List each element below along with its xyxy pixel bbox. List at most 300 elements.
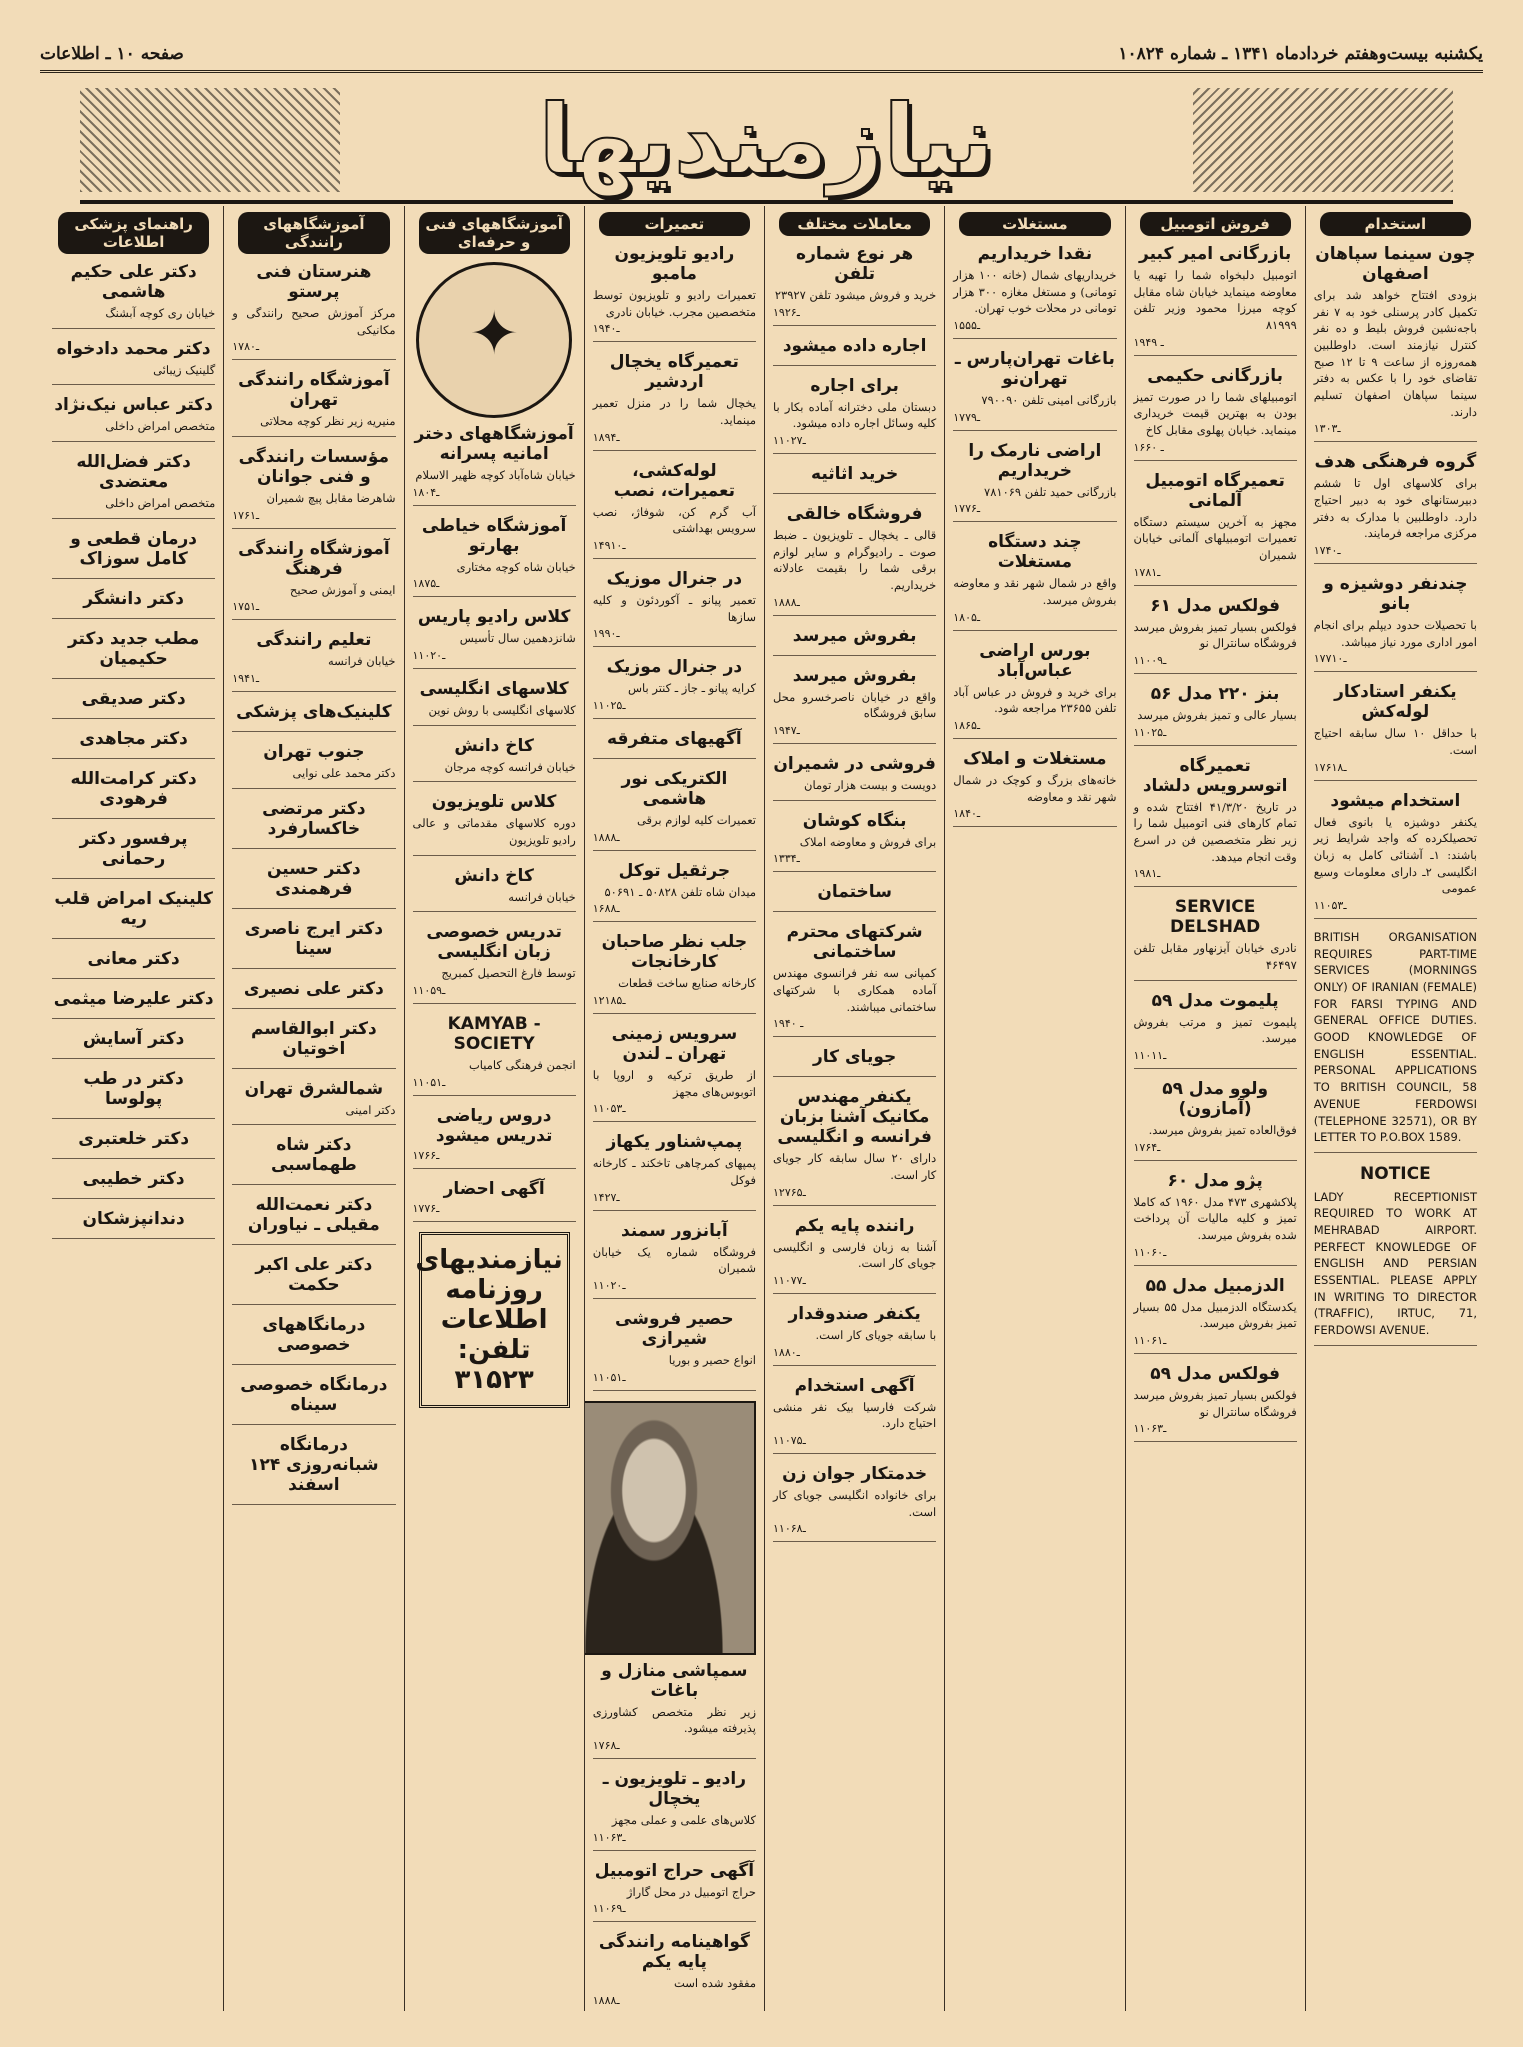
ad-title: چندنفر دوشیزه و بانو — [1323, 574, 1468, 615]
classified-ad — [1134, 471, 1297, 586]
ad-title: اجاره داده میشود — [782, 335, 927, 356]
ad-body: تعمیرات کلیه لوازم برقی — [636, 813, 756, 828]
ad-title: دکتر صدیقی — [81, 688, 186, 709]
ad-title: خرید اثاثیه — [811, 464, 899, 485]
classified-ad — [773, 1087, 936, 1205]
classified-ad — [953, 532, 1116, 630]
ad-title: فروشگاه خالقی — [786, 504, 923, 525]
ad-code: ۱ـ۴۹۱۰ — [592, 539, 626, 553]
ad-body: خیابان شاه‌آباد کوچه ظهیر الاسلام — [415, 468, 576, 482]
ad-body: دکتر امینی — [345, 1102, 396, 1117]
ad-title: دکتر محمد دادخواه — [56, 338, 211, 359]
ad-title: کاخ دانش — [454, 735, 534, 756]
ad-body: انجمن فرهنگی کامیاب — [468, 1058, 576, 1073]
ad-body: تعمیر پیانو ـ آکوردئون و کلیه سازها — [592, 593, 756, 624]
classified-ad — [232, 370, 395, 437]
english-ad-notice — [1314, 1163, 1477, 1346]
ad-body: خانه‌های بزرگ و کوچک در شمال شهر نقد و معاوضه — [953, 773, 1117, 804]
classified-ad — [52, 1129, 215, 1159]
ad-title: سمپاشی منازل و باغات — [601, 1660, 748, 1701]
english-ad-british-council — [1314, 929, 1477, 1153]
column-heading: آموزشگاههای فنی و حرفه‌ای — [419, 212, 570, 254]
classified-ad — [413, 1014, 576, 1096]
ad-title: دکتر معانی — [87, 948, 180, 969]
ad-code: ۱ـ۷۷۹ — [953, 410, 981, 424]
ad-title: پرفسور دکتر رحمانی — [79, 828, 188, 869]
ad-title: KAMYAB - SOCIETY — [447, 1014, 541, 1055]
ad-code: ۱ـ۷۶۴ — [1133, 1140, 1161, 1154]
ad-code: ۱ـ۷۸۱ — [1133, 565, 1161, 579]
classified-ad — [52, 262, 215, 329]
ad-body: خیابان فرانسه — [508, 889, 576, 904]
column-3 — [764, 206, 944, 2011]
ad-title: نقدا خریداریم — [977, 244, 1093, 264]
classified-ad — [773, 1216, 936, 1294]
ad-body: برای خرید و فروش در عباس آباد تلفن ۲۳۶۵۵ مراجعه شود. — [953, 684, 1117, 716]
classified-ad — [1134, 991, 1297, 1069]
classified-ad — [1314, 452, 1477, 564]
ad-title: آگهی احضار — [443, 1178, 545, 1199]
classified-ad — [953, 641, 1116, 739]
page-number: صفحه ۱۰ ـ اطلاعات — [40, 44, 184, 64]
classified-ad — [52, 529, 215, 579]
classified-ad — [773, 1304, 936, 1366]
classified-ad — [413, 424, 576, 506]
classified-ad — [232, 1375, 395, 1425]
classified-ad — [52, 689, 215, 719]
ad-code: ۱ـ۸۸۰ — [773, 1345, 800, 1359]
ad-body: کلاس‌های علمی و عملی مجهز — [611, 1813, 756, 1828]
ad-body: یکنفر دوشیزه یا بانوی فعال تحصیلکرده که واجد شرایط زیر باشند: ۱ـ آشنائی کامل به زبان انگلیسی ۲ـ دارای معلومات وسیع عمومی — [1313, 814, 1477, 896]
ad-code: ۱ـ۷۶۱۸ — [1313, 760, 1347, 774]
ad-title: خدمتکار جوان زن — [782, 1464, 928, 1485]
ad-code: ۱ـ۵۵۵ — [953, 319, 981, 333]
ad-title: بنز ۲۲۰ مدل ۵۶ — [1150, 684, 1280, 705]
ad-code: ۱ـ۱۰۶۳ — [592, 1830, 626, 1844]
ad-body: مرکز آموزش صحیح رانندگی و مکانیکی — [232, 306, 396, 337]
classified-ad — [593, 461, 756, 559]
ad-body: آب گرم کن، شوفاژ، نصب سرویس بهداشتی — [592, 504, 756, 536]
ad-body: پلیموت تمیز و مرتب بفروش میرسد. — [1133, 1014, 1297, 1046]
classified-ad — [413, 792, 576, 855]
classified-ad — [1134, 1079, 1297, 1161]
ad-body: متخصص امراض داخلی — [105, 419, 216, 434]
ad-code: ۱ـ۱۰۶۰ — [1133, 1245, 1167, 1259]
column-heading: آموزشگاههای رانندگی — [238, 212, 389, 254]
ad-body: فولکس بسیار تمیز بفروش میرسد فروشگاه سانترال نو — [1133, 1388, 1297, 1419]
classified-ad — [593, 1132, 756, 1210]
ad-title: فولکس مدل ۵۹ — [1150, 1364, 1281, 1385]
ad-title: مستغلات و املاک — [963, 749, 1107, 770]
classified-ad — [232, 1079, 395, 1126]
ad-code: ۱ـ۸۸۸ — [773, 595, 800, 609]
classified-ad — [52, 589, 215, 619]
classified-ad — [413, 922, 576, 1004]
ad-title: یکنفر صندوقدار — [788, 1304, 921, 1325]
ad-body: با تحصیلات حدود دیپلم برای انجام امور اداری مورد نیاز میباشد. — [1313, 618, 1477, 649]
column-7 — [44, 206, 223, 2011]
ad-title: تدریس خصوصی زبان انگلیسی — [426, 922, 562, 963]
ad-body: قالی ـ یخچال ـ تلویزیون ـ ضبط صوت ـ رادیوگرام و سایر لوازم برقی شما را بقیمت عادلانه خریداریم. — [773, 528, 937, 593]
ad-title: تعمیرگاه اتوسرویس دلشاد — [1142, 755, 1288, 796]
ad-title: شمالشرق تهران — [244, 1078, 384, 1099]
ad-body: اتومبیل دلبخواه شما را تهیه یا معاوضه مینماید خیابان شاه مقابل کوچه میرزا محمود وزیر تلفن ۸۱۹۹۹ — [1133, 268, 1297, 333]
ad-body: خیابان فرانسه کوچه مرجان — [444, 759, 576, 774]
ad-code: ۱ـ۱۰۲۵ — [1133, 725, 1167, 739]
ad-body: بازرگانی حمید تلفن ۷۸۱۰۶۹ — [984, 484, 1117, 499]
ad-body: آشنا به زبان فارسی و انگلیسی جویای کار است. — [773, 1239, 937, 1271]
ad-body: خیابان شاه کوچه مختاری — [456, 559, 576, 574]
ad-code: ۱ـ۱۰۵۱ — [412, 1075, 446, 1089]
ad-title: دکتر نعمت‌الله مقیلی ـ نیاوران — [247, 1195, 380, 1236]
ad-title: پلیموت مدل ۵۹ — [1151, 990, 1279, 1011]
ad-title: باغات تهران‌پارس ـ تهران‌نو — [954, 349, 1115, 390]
ad-title: کلاس رادیو پاریس — [417, 607, 571, 628]
ad-code: ۱ـ ۹۴۰ — [773, 1017, 804, 1031]
ad-code: ۱ـ ۶۶۰ — [1133, 440, 1164, 454]
classified-ad — [232, 262, 395, 360]
classified-ad — [232, 1255, 395, 1305]
classified-ad — [773, 376, 936, 454]
school-emblem — [416, 262, 572, 418]
ad-title: ولوو مدل ۵۹ (آمازون) — [1162, 1079, 1269, 1120]
ad-code: ۱ـ۱۰۷۵ — [773, 1434, 806, 1448]
classified-ad — [232, 539, 395, 621]
ad-title: دکتر دانشگر — [83, 588, 184, 609]
ad-title: دندانپزشکان — [82, 1208, 185, 1229]
ad-code: ۱ـ۱۰۵۳ — [592, 1102, 626, 1116]
ad-title: دکتر ایرج ناصری سینا — [244, 918, 384, 959]
ad-body: ایمنی و آموزش صحیح — [289, 582, 396, 597]
classified-ad — [773, 626, 936, 656]
ad-code: ۱ـ۱۰۲۵ — [592, 699, 626, 713]
column-heading: راهنمای پزشکی اطلاعات — [58, 212, 209, 254]
english-ad-text: BRITISH ORGANISATION REQUIRES PART-TIME SERVICES (MORNINGS ONLY) OF IRANIAN (FEMALE) FOR FARSI TYPING AND GENERAL OFFICE DUTIES. GOOD KNOWLEDGE OF ENGLISH ESSENTIAL. PERSONAL APPLICATIONS TO BRITISH COUNCIL, 58 AVENUE FERDOWSI (TELEPHONE 32571), OR BY LETTER TO P.O.BOX 1589. — [1313, 930, 1477, 1145]
classified-ad — [1134, 1364, 1297, 1442]
ad-title: درمانگاه شبانه‌روزی ۱۲۴ اسفند — [249, 1435, 379, 1496]
ad-code: ۱ـ۱۰۱۱ — [1133, 1049, 1167, 1063]
ad-body: زیر نظر متخصص کشاورزی پذیرفته میشود. — [592, 1704, 756, 1736]
ad-code: ۱ـ۸۸۸ — [592, 830, 620, 844]
column-5 — [404, 206, 584, 2011]
ad-title: دروس ریاضی تدریس میشود — [435, 1105, 553, 1146]
classified-ad — [52, 452, 215, 519]
classified-ad — [232, 1315, 395, 1365]
classified-ad — [52, 769, 215, 819]
ad-body: اتومبیلهای شما را در صورت تمیز بودن به بهترین قیمت خریداری مینماید. خیابان پهلوی مقابل کاخ — [1133, 389, 1297, 438]
ad-title: دکتر شاه طهماسبی — [270, 1135, 357, 1176]
ad-title: دکتر خلعتبری — [78, 1128, 190, 1149]
classified-ad — [593, 1221, 756, 1299]
classified-ad — [232, 859, 395, 909]
classified-ad — [593, 932, 756, 1014]
classified-ad — [593, 1769, 756, 1851]
classified-ad — [593, 1024, 756, 1122]
ad-title: در جنرال موزیک — [606, 569, 743, 590]
ad-title: دکتر کرامت‌الله فرهودی — [70, 768, 197, 809]
ad-title: تعمیرگاه یخچال اردشیر — [609, 352, 739, 393]
classified-ad — [413, 866, 576, 913]
ad-code: ۱ـ۱۰۶۹ — [592, 1902, 626, 1916]
ad-body: بزودی افتتاح خواهد شد برای تکمیل کادر پرسنلی خود به ۷ نفر باجه‌نشین فروش بلیط و ده نفر کنترل نیازمند است. داوطلبین همه‌روزه از ساعت ۹ تا ۱۲ صبح تقاضای خود را با عکس به دفتر سینما سپاهان اصفهان تسلیم دارند. — [1313, 288, 1477, 419]
classified-ad — [773, 336, 936, 366]
ad-title: در جنرال موزیک — [606, 657, 743, 678]
ad-code: ۱ـ۸۰۵ — [953, 610, 981, 624]
ad-title: دکتر علیرضا میثمی — [53, 988, 214, 1009]
ad-body: در تاریخ ۴۱/۳/۲۰ افتتاح شده و تمام کارهای فنی اتومبیل شما را زیر نظر متخصصین فن در اسرع وقت انجام میدهد. — [1133, 799, 1297, 864]
classified-ad — [413, 516, 576, 598]
classified-ad — [232, 447, 395, 529]
issue-info: یکشنبه بیست‌وهفتم خردادماه ۱۳۴۱ ـ شماره ۱۰۸۲۴ — [1118, 44, 1483, 64]
ad-body: برای کلاسهای اول تا ششم دبیرستانهای خود به دبیر احتیاج دارد. داوطلبین با مدارک به دفتر مرکزی مراجعه فرمایند. — [1313, 476, 1477, 541]
ad-title: آموزشگاه خیاطی بهارتو — [421, 515, 567, 556]
classified-ad — [1134, 596, 1297, 674]
ad-body: فولکس بسیار تمیز بفروش میرسد فروشگاه سانترال نو — [1133, 619, 1297, 651]
ad-code: ۱ـ۱۰۲۷ — [773, 434, 806, 448]
ad-title: درمانگاههای خصوصی — [262, 1315, 366, 1356]
ad-body: کلاسهای انگلیسی با روش نوین — [428, 703, 576, 718]
ad-title: پژو مدل ۶۰ — [1167, 1170, 1263, 1191]
ad-title: آبانزور سمند — [621, 1220, 728, 1241]
classified-ad — [52, 889, 215, 939]
classified-ad — [773, 882, 936, 912]
ad-title: دکتر فضل‌الله معتضدی — [76, 452, 191, 493]
ad-code: ۱ـ۱۰۵۱ — [592, 1370, 626, 1384]
classified-ad — [593, 657, 756, 719]
ad-code: ۱ـ۱۰۶۱ — [1133, 1334, 1167, 1348]
ad-code: ۱ـ۷۴۰ — [1313, 544, 1341, 558]
ad-title: فولکس مدل ۶۱ — [1150, 595, 1281, 616]
ad-body: خیابان فرانسه — [327, 654, 396, 669]
masthead-title: نیازمندیها — [538, 84, 995, 196]
ad-code: ۱ـ۹۴۱ — [232, 672, 260, 686]
ad-title: بورس اراضی عباس‌آباد — [979, 640, 1091, 681]
ad-title: الکتریکی نور هاشمی — [621, 769, 728, 810]
ad-title: درمان قطعی و کامل سوزاک — [70, 528, 198, 569]
classified-ad — [1314, 791, 1477, 919]
classified-ad — [232, 742, 395, 789]
ad-body: شانزدهمین سال تأسیس — [459, 631, 576, 646]
classified-ad — [52, 395, 215, 442]
classified-ad — [593, 861, 756, 923]
classified-ad — [52, 1029, 215, 1059]
ad-title: رادیو تلویزیون مامبو — [614, 244, 735, 284]
classified-ad — [953, 749, 1116, 827]
ad-title: گواهینامه رانندگی پایه یکم — [598, 1932, 750, 1973]
ad-title: دکتر حسین فرهمندی — [266, 858, 361, 899]
ad-body: برای خانواده انگلیسی جویای کار است. — [773, 1488, 937, 1519]
ad-title: کلینیک‌های پزشکی — [236, 702, 392, 723]
ad-code: ۱ـ۸۴۰ — [953, 807, 981, 821]
ad-title: لوله‌کشی، تعمیرات، نصب — [613, 460, 736, 501]
column-heading: مستغلات — [959, 212, 1110, 236]
ad-body: یخچال شما را در منزل تعمیر مینماید. — [592, 396, 756, 428]
ad-body: مجهز به آخرین سیستم دستگاه تعمیرات اتومبیلهای آلمانی خیابان شمیران — [1133, 514, 1297, 563]
classified-ad — [1134, 366, 1297, 461]
ad-code: ۱ـ۱۰۶۳ — [1133, 1422, 1167, 1436]
classified-ad — [593, 1861, 756, 1923]
ad-code: ۱ـ۹۴۰ — [592, 322, 620, 336]
classified-ad — [413, 679, 576, 726]
ad-title: دکتر خطیبی — [82, 1168, 185, 1189]
portrait-photo — [584, 1401, 756, 1655]
ad-title: گروه فرهنگی هدف — [1314, 452, 1477, 473]
classified-ad — [1314, 682, 1477, 780]
ad-title: هنرستان فنی پرستو — [256, 262, 372, 302]
ad-code: ۱ـ۱۰۰۹ — [1133, 654, 1167, 668]
ad-title: رادیو ـ تلویزیون ـ یخچال — [602, 1769, 746, 1810]
ad-title: آموزشگاه رانندگی فرهنگ — [238, 538, 390, 579]
masthead — [80, 80, 1453, 204]
ad-code: ۱ـ۱۰۵۹ — [412, 984, 446, 998]
ad-title: استخدام میشود — [1330, 790, 1461, 811]
ad-body: فروشگاه شماره یک خیابان شمیران — [592, 1244, 756, 1276]
ad-code: ۱ـ۹۲۶ — [773, 305, 800, 319]
ad-title: کاخ دانش — [454, 865, 534, 886]
ad-code: ۱ـ۴۲۷ — [592, 1190, 620, 1204]
ad-title: دکتر علی حکیم هاشمی — [70, 262, 197, 302]
column-0 — [1305, 206, 1485, 2011]
classified-ad — [1134, 897, 1297, 980]
ad-title: سرویس زمینی تهران ـ لندن — [611, 1024, 738, 1065]
ad-body: پمپهای کمرچاهی تاخکند ـ کارخانه فوکل — [592, 1156, 756, 1188]
classified-ad — [773, 811, 936, 873]
classified-ad — [232, 1195, 395, 1245]
ad-title: مطب جدید دکتر حکیمیان — [67, 628, 200, 669]
classified-ad — [773, 754, 936, 801]
ad-body: واقع در شمال شهر نقد و معاوضه بفروش میرسد. — [953, 576, 1117, 608]
ad-code: ۱ـ۸۹۴ — [592, 430, 620, 444]
ad-title: بازرگانی امیر کبیر — [1139, 244, 1292, 264]
ad-code: ۱ـ۱۰۷۷ — [773, 1274, 806, 1288]
ad-body: دویست و بیست هزار تومان — [804, 778, 937, 793]
classified-ad — [593, 1309, 756, 1391]
classified-ad — [232, 702, 395, 732]
classified-ad — [232, 979, 395, 1009]
ad-title: دکتر مرتضی خاکسارفرد — [262, 798, 366, 839]
classified-ad — [52, 1069, 215, 1119]
column-heading: تعمیرات — [599, 212, 750, 236]
ad-body: بازرگانی امینی تلفن ۷۹۰۰۹۰ — [981, 393, 1117, 408]
classified-ad — [52, 339, 215, 386]
classified-ad — [1134, 244, 1297, 356]
ad-code: ۱ـ۷۷۶ — [412, 1201, 440, 1215]
masthead-hatch-left — [80, 88, 340, 192]
ad-title: هر نوع شماره تلفن — [796, 244, 914, 284]
ad-body: کارخانه صنایع ساخت قطعات — [618, 976, 756, 991]
classified-ad — [232, 1435, 395, 1505]
ad-body: واقع در خیابان ناصرخسرو محل سابق فروشگاه — [773, 689, 937, 721]
ad-title: آگهی حراج اتومبیل — [594, 1860, 755, 1881]
column-heading: فروش اتومبیل — [1140, 212, 1291, 236]
ad-body: دوره کلاسهای مقدماتی و عالی رادیو تلویزیون — [412, 816, 576, 848]
classified-ad — [52, 629, 215, 679]
ad-title: دکتر ابوالقاسم اخوتیان — [250, 1018, 377, 1059]
ad-title: یکنفر مهندس مکانیک آشنا بزبان فرانسه و انگلیسی — [777, 1087, 932, 1148]
ad-title: جلب نظر صاحبان کارخانجات — [601, 932, 748, 973]
ad-title: اراضی نارمک را خریداریم — [968, 440, 1102, 481]
classified-ad — [52, 1209, 215, 1239]
ad-title: دکتر عباس نیک‌نژاد — [54, 395, 213, 416]
classified-ad — [52, 829, 215, 879]
classified-ad — [773, 504, 936, 616]
classified-ad — [1134, 756, 1297, 888]
ad-code: ۱ـ۲۷۶۵ — [773, 1185, 806, 1199]
english-ad-title: NOTICE — [1360, 1163, 1431, 1184]
ad-title: پمپ‌شناور یکهاز — [606, 1132, 743, 1153]
ad-body: شرکت فارسیا بیک نفر منشی احتیاج دارد. — [773, 1399, 937, 1431]
ad-code: ۱ـ۳۰۳ — [1313, 422, 1341, 436]
ad-title: دکتر در طب پولوسا — [83, 1068, 184, 1109]
ad-body: دکتر محمد علی نوایی — [292, 766, 396, 781]
ad-title: آگهیهای متفرقه — [607, 729, 742, 750]
ad-body: با سابقه جویای کار است. — [815, 1328, 937, 1343]
ad-title: بنگاه کوشان — [802, 810, 907, 831]
column-heading: استخدام — [1320, 212, 1471, 236]
classified-ad — [413, 1179, 576, 1222]
ad-body: بسیار عالی و تمیز بفروش میرسد — [1137, 708, 1297, 723]
classified-ad — [1314, 244, 1477, 442]
ad-title: دکتر علی اکبر حکمت — [255, 1255, 373, 1296]
classified-ad — [232, 630, 395, 692]
boxed-notice: نیازمندیهای روزنامه اطلاعات تلفن: ۳۱۵۲۳ — [419, 1232, 570, 1408]
classified-ad — [52, 1169, 215, 1199]
classified-ad — [232, 919, 395, 969]
column-4 — [584, 206, 764, 2011]
classified-ad — [232, 799, 395, 849]
ad-code: ۱ـ۱۰۵۳ — [1313, 899, 1347, 913]
ad-title: جنوب تهران — [263, 742, 365, 763]
ad-title: الدزمبیل مدل ۵۵ — [1145, 1275, 1285, 1296]
ad-title: مؤسسات رانندگی و فنی جوانان — [238, 447, 390, 488]
classified-ad — [593, 769, 756, 851]
ad-body: یکدستگاه الدزمبیل مدل ۵۵ بسیار تمیز بفروش میرسد. — [1133, 1299, 1297, 1331]
classified-ad — [773, 244, 936, 326]
ad-title: جرثقیل توکل — [618, 860, 731, 881]
ad-title: آگهی استخدام — [794, 1375, 915, 1396]
ad-body: منیریه زیر نظر کوچه محلاتی — [260, 414, 396, 429]
ad-body: نادری خیابان آیزنهاور مقابل تلفن ۴۶۴۹۷ — [1133, 941, 1297, 973]
ad-code: ۱ـ۷۶۱ — [232, 508, 260, 522]
column-1 — [1125, 206, 1305, 2011]
ad-title: جویای کار — [813, 1047, 897, 1068]
ad-code: ۱ـ۸۷۵ — [412, 577, 440, 591]
ad-title: فروشی در شمیران — [773, 754, 936, 775]
ad-title: یکنفر استادکار لوله‌کش — [1334, 682, 1457, 723]
ad-body: خریداریهای شمال (خانه ۱۰۰ هزار تومانی) و مستغل مغازه ۳۰۰ هزار تومانی در محلات خوب تهران. — [953, 268, 1117, 316]
classified-ad — [1134, 684, 1297, 746]
classified-ad — [593, 729, 756, 759]
classified-ad — [593, 1661, 756, 1759]
classified-ad — [1134, 1276, 1297, 1354]
classified-ad — [1134, 1171, 1297, 1266]
ad-body: از طریق ترکیه و اروپا با اتوبوس‌های مجهز — [592, 1068, 756, 1099]
classified-ad — [52, 989, 215, 1019]
ad-body: با حداقل ۱۰ سال سابقه احتیاج است. — [1313, 726, 1477, 758]
ad-title: بفروش میرسد — [792, 665, 917, 686]
ad-code: ۱ـ۹۸۱ — [1133, 867, 1161, 881]
masthead-hatch-right — [1193, 88, 1453, 192]
ad-code: ۱ـ۷۷۱۰ — [1313, 652, 1347, 666]
ad-code: ۱ـ۷۶۸ — [592, 1739, 620, 1753]
classified-ad — [953, 441, 1116, 523]
ad-body: خیابان ری کوچه آبشنگ — [105, 306, 216, 320]
classified-ad — [413, 736, 576, 783]
ad-code: ۱ـ۳۳۴ — [773, 852, 800, 866]
classified-ad — [773, 666, 936, 744]
ad-title: آموزشگاههای دختر امانیه پسرانه — [414, 424, 574, 464]
classified-ad — [773, 1047, 936, 1077]
